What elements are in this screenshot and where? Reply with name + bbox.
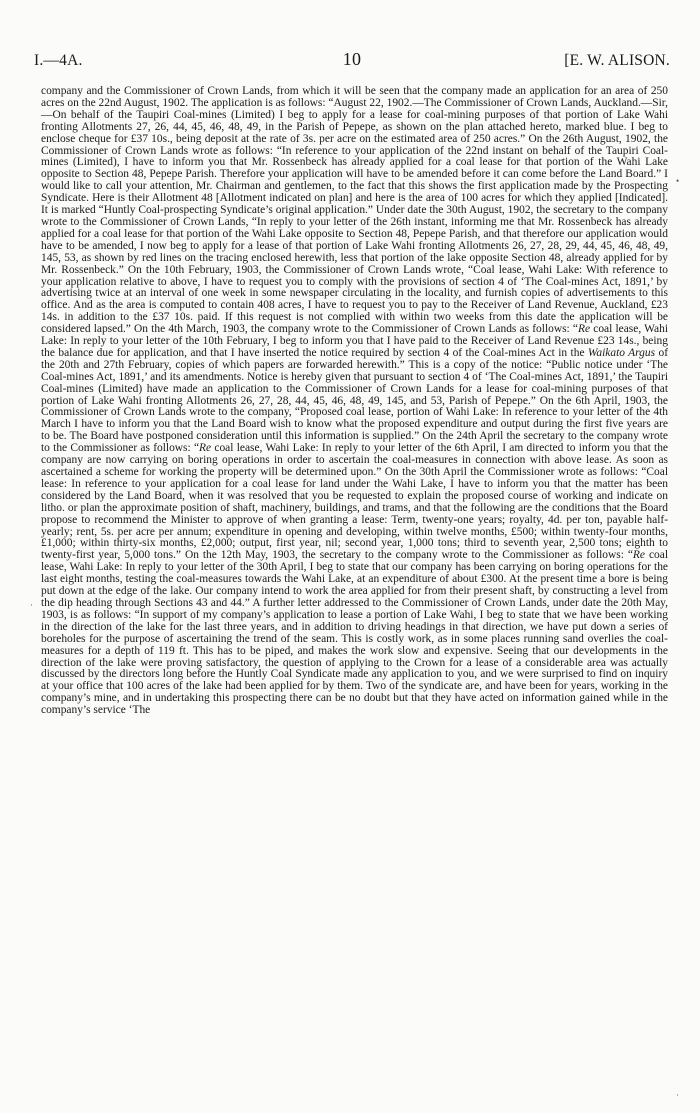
- witness-name: [E. W. ALISON.: [564, 52, 670, 69]
- scan-speck: ·: [676, 1090, 679, 1100]
- newspaper-title: Waikato Argus: [587, 346, 656, 359]
- scan-speck: •: [676, 176, 680, 186]
- re-abbrev: Re: [578, 323, 591, 336]
- paper-reference: I.—4A.: [34, 52, 83, 69]
- re-abbrev: Re: [199, 442, 212, 455]
- body-text: [41, 86, 668, 717]
- page-number: 10: [342, 49, 362, 69]
- page-header: [34, 49, 670, 72]
- re-abbrev: Re: [632, 549, 645, 562]
- body-paragraph: company and the Commissioner of Crown Lands, from which it will be seen that the company made an application for an area of 250 acres on the 22nd August, 1902. The application is as follows: “August 22, 1902.—The Commissioner of Crown Lands, Auckland.—Sir,—On behalf of the Taupiri Coal-mines (Limited) I beg to apply for a lease for coal-mining purposes of that portion of Lake Wahi fronting Allotments 27, 26, 44, 45, 46, 48, 49, in the Parish of Pepepe, as shown on the plan attached hereto, marked blue. I beg to enclose cheque for £37 10s., being deposit at the rate of 3s. per acre on the estimated area of 250 acres.” On the 26th August, 1902, the Commissioner of Crown Lands wrote as follows: “In reference to your application of the 22nd instant on behalf of the Taupiri Coal-mines (Limited), I have to inform you that Mr. Rossenbeck has already applied for a coal lease for that portion of the Wahi Lake opposite to Section 48, Pepepe Parish. Therefore your application will have to be amended before it can come before the Land Board.” I would like to call your attention, Mr. Chairman and gentlemen, to the fact that this shows the first application made by the Prospecting Syndicate. Here is their Allotment 48 [Allotment indicated on plan] and here is the area of 100 acres for which they applied [Indicated]. It is marked “Huntly Coal-prospecting Syndicate’s original application.” Under date the 30th August, 1902, the secretary to the company wrote to the Commissioner of Crown Lands, “In reply to your letter of the 26th instant, informing me that Mr. Rossenbeck has already applied for a coal lease for that portion of the Wahi Lake opposite to Section 48, Pepepe Parish, and that therefore our application would have to be amended, I now beg to apply for a lease of that portion of Lake Wahi fronting Allotments 26, 27, 28, 29, 44, 45, 46, 48, 49, 145, 53, as shown by red lines on the tracing enclosed herewith, less that portion of the lake opposite Section 48, already applied for by Mr. Rossenbeck.” On the 10th February, 1903, the Commissioner of Crown Lands wrote, “Coal lease, Wahi Lake: With reference to your application relative to above, I have to request you to comply with the provisions of section 4 of ‘The Coal-mines Act, 1891,’ by advertising twice at an interval of one week in some newspaper circulating in the locality, and furnish copies of advertisements to this office. And as the area is computed to contain 408 acres, I have to request you to pay to the Receiver of Land Revenue, Auckland, £23 14s. in addition to the £37 10s. paid. If this request is not complied with within two weeks from this date the application will be considered lapsed.” On the 4th March, 1903, the company wrote to the Commissioner of Crown Lands as follows: “Re coal lease, Wahi Lake: In reply to your letter of the 10th February, I beg to inform you that I have paid to the Receiver of Land Revenue £23 14s., being the balance due for application, and that I have inserted the notice required by section 4 of the Coal-mines Act in the Waikato Argus of the 20th and 27th February, copies of which papers are forwarded herewith.” This is a copy of the notice: “Public notice under ‘The Coal-mines Act, 1891,’ and its amendments. Notice is hereby given that pursuant to section 4 of ‘The Coal-mines Act, 1891,’ the Taupiri Coal-mines (Limited) have made an application to the Commissioner of Crown Lands for a lease for coal-mining purposes of that portion of Lake Wahi fronting Allotments 26, 27, 28, 44, 45, 46, 48, 49, 145, and 53, Parish of Pepepe.” On the 6th April, 1903, the Commissioner of Crown Lands wrote to the company, “Proposed coal lease, portion of Wahi Lake: In reference to your letter of the 4th March I have to inform you that the Land Board wish to know what the proposed expenditure and output during the first five years are to be. The Board have postponed consideration until this information is supplied.” On the 24th April the secretary to the company wrote to the Commissioner as follows: “Re coal lease, Wahi Lake: In reply to your letter of the 6th April, I am directed to inform you that the company are now carrying on boring operations in order to ascertain the coal-measures in connection with above lease. As soon as ascertained a scheme for working the property will be determined upon.” On the 30th April the Commissioner wrote as follows: “Coal lease: In reference to your application for a coal lease for land under the Wahi Lake, I have to inform you that the matter has been considered by the Land Board, when it was resolved that you be requested to explain the proposed course of working and indicate on litho. or plan the approximate position of shaft, machinery, buildings, and trams, and that the following are the conditions that the Board propose to recommend the Minister to approve of when granting a lease: Term, twenty-one years; royalty, 4d. per ton, payable half-yearly; rent, 5s. per acre per annum; expenditure in opening and developing, within twelve months, £500; within twenty-four months, £1,000; within thirty-six months, £2,000; output, first year, nil; second year, 1,000 tons; third to seventh year, 2,500 tons; eighth to twenty-first year, 5,000 tons.” On the 12th May, 1903, the secretary to the company wrote to the Commissioner as follows: “Re coal lease, Wahi Lake: In reply to your letter of the 30th April, I beg to state that our company has been carrying on boring operations for the last eight months, testing the coal-measures towards the Wahi Lake, at an expenditure of about £300. At the present time a bore is being put down at the edge of the lake. Our company intend to work the area applied for from their present shaft, by constructing a level from the dip heading through Sections 43 and 44.” A further letter addressed to the Commissioner of Crown Lands, under date the 20th May, 1903, is as follows: “In support of my company’s application to lease a portion of Lake Wahi, I beg to state that we have been working in the direction of the lake for the last three years, and in addition to driving headings in that direction, we have put down a series of boreholes for the purpose of ascertaining the trend of the seam. This is costly work, as in some places running sand overlies the coal-measures for a depth of 119 ft. This has to be piped, and makes the work slow and expensive. Seeing that our developments in the direction of the lake were proving satisfactory, the question of applying to the Crown for a lease of a considerable area was actually discussed by the directors long before the Huntly Coal Syndicate made any application to you, and we were surprised to find on inquiry at your office that 100 acres of the lake had been applied for by them. Two of the syndicate are, and have been for years, working in the company’s mine, and in undertaking this prospecting there can be no doubt but that they have acted on information gained while in the company’s service ‘The: [41, 85, 668, 717]
- scan-speck: ·: [30, 600, 33, 610]
